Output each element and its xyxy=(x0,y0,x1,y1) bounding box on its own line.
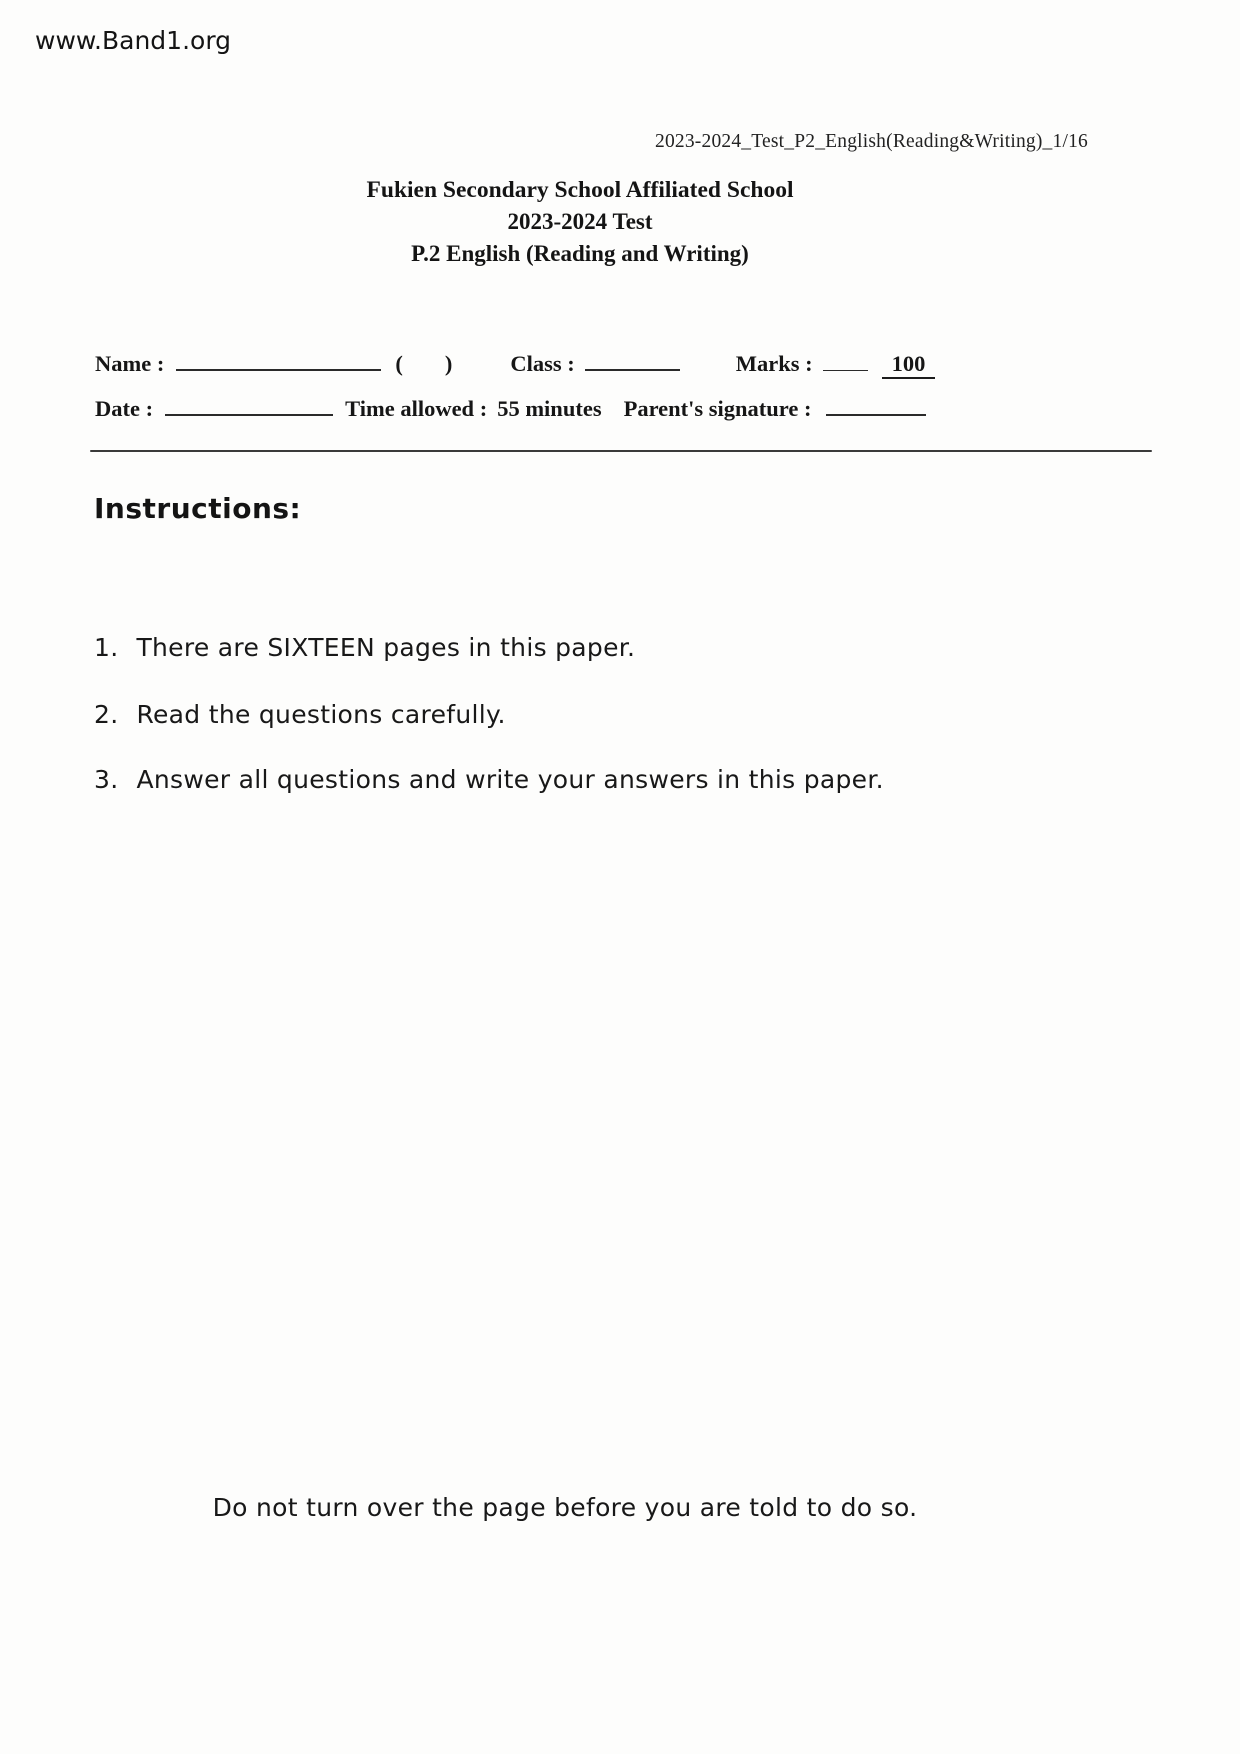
test-year-title: 2023-2024 Test xyxy=(507,209,653,234)
time-allowed-value: 55 minutes xyxy=(497,396,602,421)
form-row-name xyxy=(95,345,1175,379)
paper-title: P.2 English (Reading and Writing) xyxy=(411,241,749,266)
name-label: Name : xyxy=(95,351,165,376)
marks-label: Marks : xyxy=(735,351,813,376)
header-separator-rule xyxy=(90,450,1152,452)
name-blank xyxy=(176,345,381,371)
date-blank xyxy=(165,390,333,416)
marks-total: 100 xyxy=(882,351,936,379)
class-number-paren-close: ) xyxy=(444,351,453,376)
document-reference: 2023-2024_Test_P2_English(Reading&Writing)_1/16 xyxy=(655,131,1088,152)
instruction-1-text: There are SIXTEEN pages in this paper. xyxy=(136,633,636,662)
form-row-date xyxy=(95,390,1175,422)
class-number-paren-open: ( xyxy=(395,351,403,376)
class-label: Class : xyxy=(510,351,575,376)
school-name: Fukien Secondary School Affiliated School xyxy=(366,177,794,203)
instructions-heading: Instructions: xyxy=(94,492,302,525)
class-blank xyxy=(585,345,680,371)
parent-signature-blank xyxy=(826,390,926,416)
do-not-turn-notice: Do not turn over the page before you are told to do so. xyxy=(212,1493,918,1522)
instruction-3-number: 3. xyxy=(94,765,119,794)
instruction-item-3 xyxy=(94,765,884,794)
instruction-item-2 xyxy=(94,700,506,729)
time-allowed-label: Time allowed : xyxy=(345,396,488,421)
title-block xyxy=(0,174,1160,270)
instruction-2-number: 2. xyxy=(94,700,119,729)
parent-signature-label: Parent's signature : xyxy=(623,396,812,421)
date-label: Date : xyxy=(95,396,154,421)
marks-blank xyxy=(823,346,868,371)
instruction-1-number: 1. xyxy=(94,633,119,662)
watermark-band1: www.Band1.org xyxy=(35,26,232,55)
instruction-2-text: Read the questions carefully. xyxy=(136,700,506,729)
instruction-3-text: Answer all questions and write your answers in this paper. xyxy=(136,765,884,794)
instruction-item-1 xyxy=(94,633,635,662)
